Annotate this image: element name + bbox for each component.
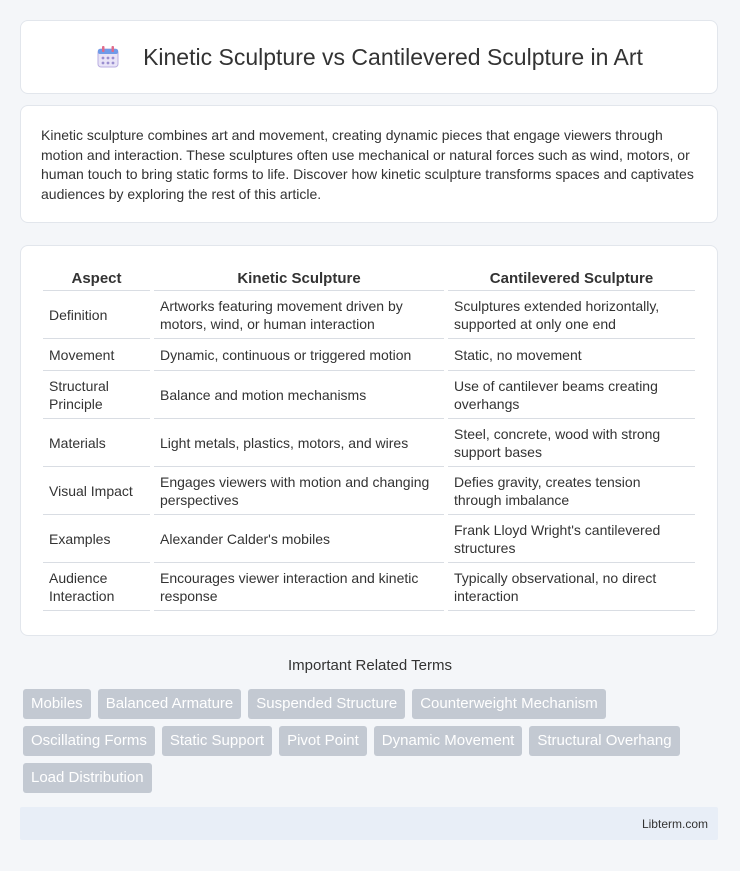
title-card [20, 20, 718, 94]
term-tag[interactable]: Oscillating Forms [23, 726, 155, 756]
cell-kinetic: Alexander Calder's mobiles [154, 515, 444, 563]
table-row [43, 339, 695, 371]
term-tag[interactable]: Load Distribution [23, 763, 152, 793]
cell-aspect: Audience Interaction [43, 563, 150, 611]
term-tag[interactable]: Static Support [162, 726, 272, 756]
comparison-card [20, 245, 718, 636]
cell-aspect: Materials [43, 419, 150, 467]
table-row [43, 563, 695, 611]
cell-cantilevered: Use of cantilever beams creating overhangs [448, 371, 695, 419]
term-tag[interactable]: Mobiles [23, 689, 91, 719]
intro-paragraph: Kinetic sculpture combines art and movement, creating dynamic pieces that engage viewers through motion and interaction. These sculptures often use mechanical or natural forces such as wind, motors, or human touch to bring static forms to life. Discover how kinetic sculpture transforms spaces and captivates audiences by exploring the rest of this article. [41, 127, 694, 202]
cell-aspect: Structural Principle [43, 371, 150, 419]
cell-aspect: Visual Impact [43, 467, 150, 515]
comparison-table [43, 266, 695, 611]
header-kinetic: Kinetic Sculpture [154, 266, 444, 291]
cell-cantilevered: Steel, concrete, wood with strong support bases [448, 419, 695, 467]
cell-kinetic: Light metals, plastics, motors, and wires [154, 419, 444, 467]
table-row [43, 515, 695, 563]
related-terms-list [23, 689, 723, 800]
cell-cantilevered: Frank Lloyd Wright's cantilevered structures [448, 515, 695, 563]
cell-cantilevered: Typically observational, no direct interaction [448, 563, 695, 611]
cell-kinetic: Balance and motion mechanisms [154, 371, 444, 419]
cell-cantilevered: Static, no movement [448, 339, 695, 371]
related-terms-heading: Important Related Terms [288, 657, 452, 674]
page-title: Kinetic Sculpture vs Cantilevered Sculpture in Art [143, 43, 643, 70]
term-tag[interactable]: Suspended Structure [248, 689, 405, 719]
table-row [43, 467, 695, 515]
term-tag[interactable]: Dynamic Movement [374, 726, 523, 756]
table-row [43, 291, 695, 339]
table-row [43, 419, 695, 467]
cell-cantilevered: Defies gravity, creates tension through imbalance [448, 467, 695, 515]
cell-aspect: Examples [43, 515, 150, 563]
footer [20, 807, 718, 840]
cell-aspect: Movement [43, 339, 150, 371]
cell-kinetic: Dynamic, continuous or triggered motion [154, 339, 444, 371]
term-tag[interactable]: Counterweight Mechanism [412, 689, 606, 719]
cell-cantilevered: Sculptures extended horizontally, supported at only one end [448, 291, 695, 339]
term-tag[interactable]: Structural Overhang [529, 726, 679, 756]
table-row [43, 371, 695, 419]
cell-kinetic: Encourages viewer interaction and kinetic response [154, 563, 444, 611]
footer-site-link[interactable]: Libterm.com [641, 816, 708, 831]
cell-aspect: Definition [43, 291, 150, 339]
cell-kinetic: Engages viewers with motion and changing perspectives [154, 467, 444, 515]
header-aspect: Aspect [43, 266, 150, 291]
term-tag[interactable]: Pivot Point [279, 726, 367, 756]
intro-card [20, 105, 718, 223]
cell-kinetic: Artworks featuring movement driven by motors, wind, or human interaction [154, 291, 444, 339]
calendar-icon [95, 44, 121, 70]
header-cantilevered: Cantilevered Sculpture [448, 266, 695, 291]
table-header-row [43, 266, 695, 291]
term-tag[interactable]: Balanced Armature [98, 689, 242, 719]
